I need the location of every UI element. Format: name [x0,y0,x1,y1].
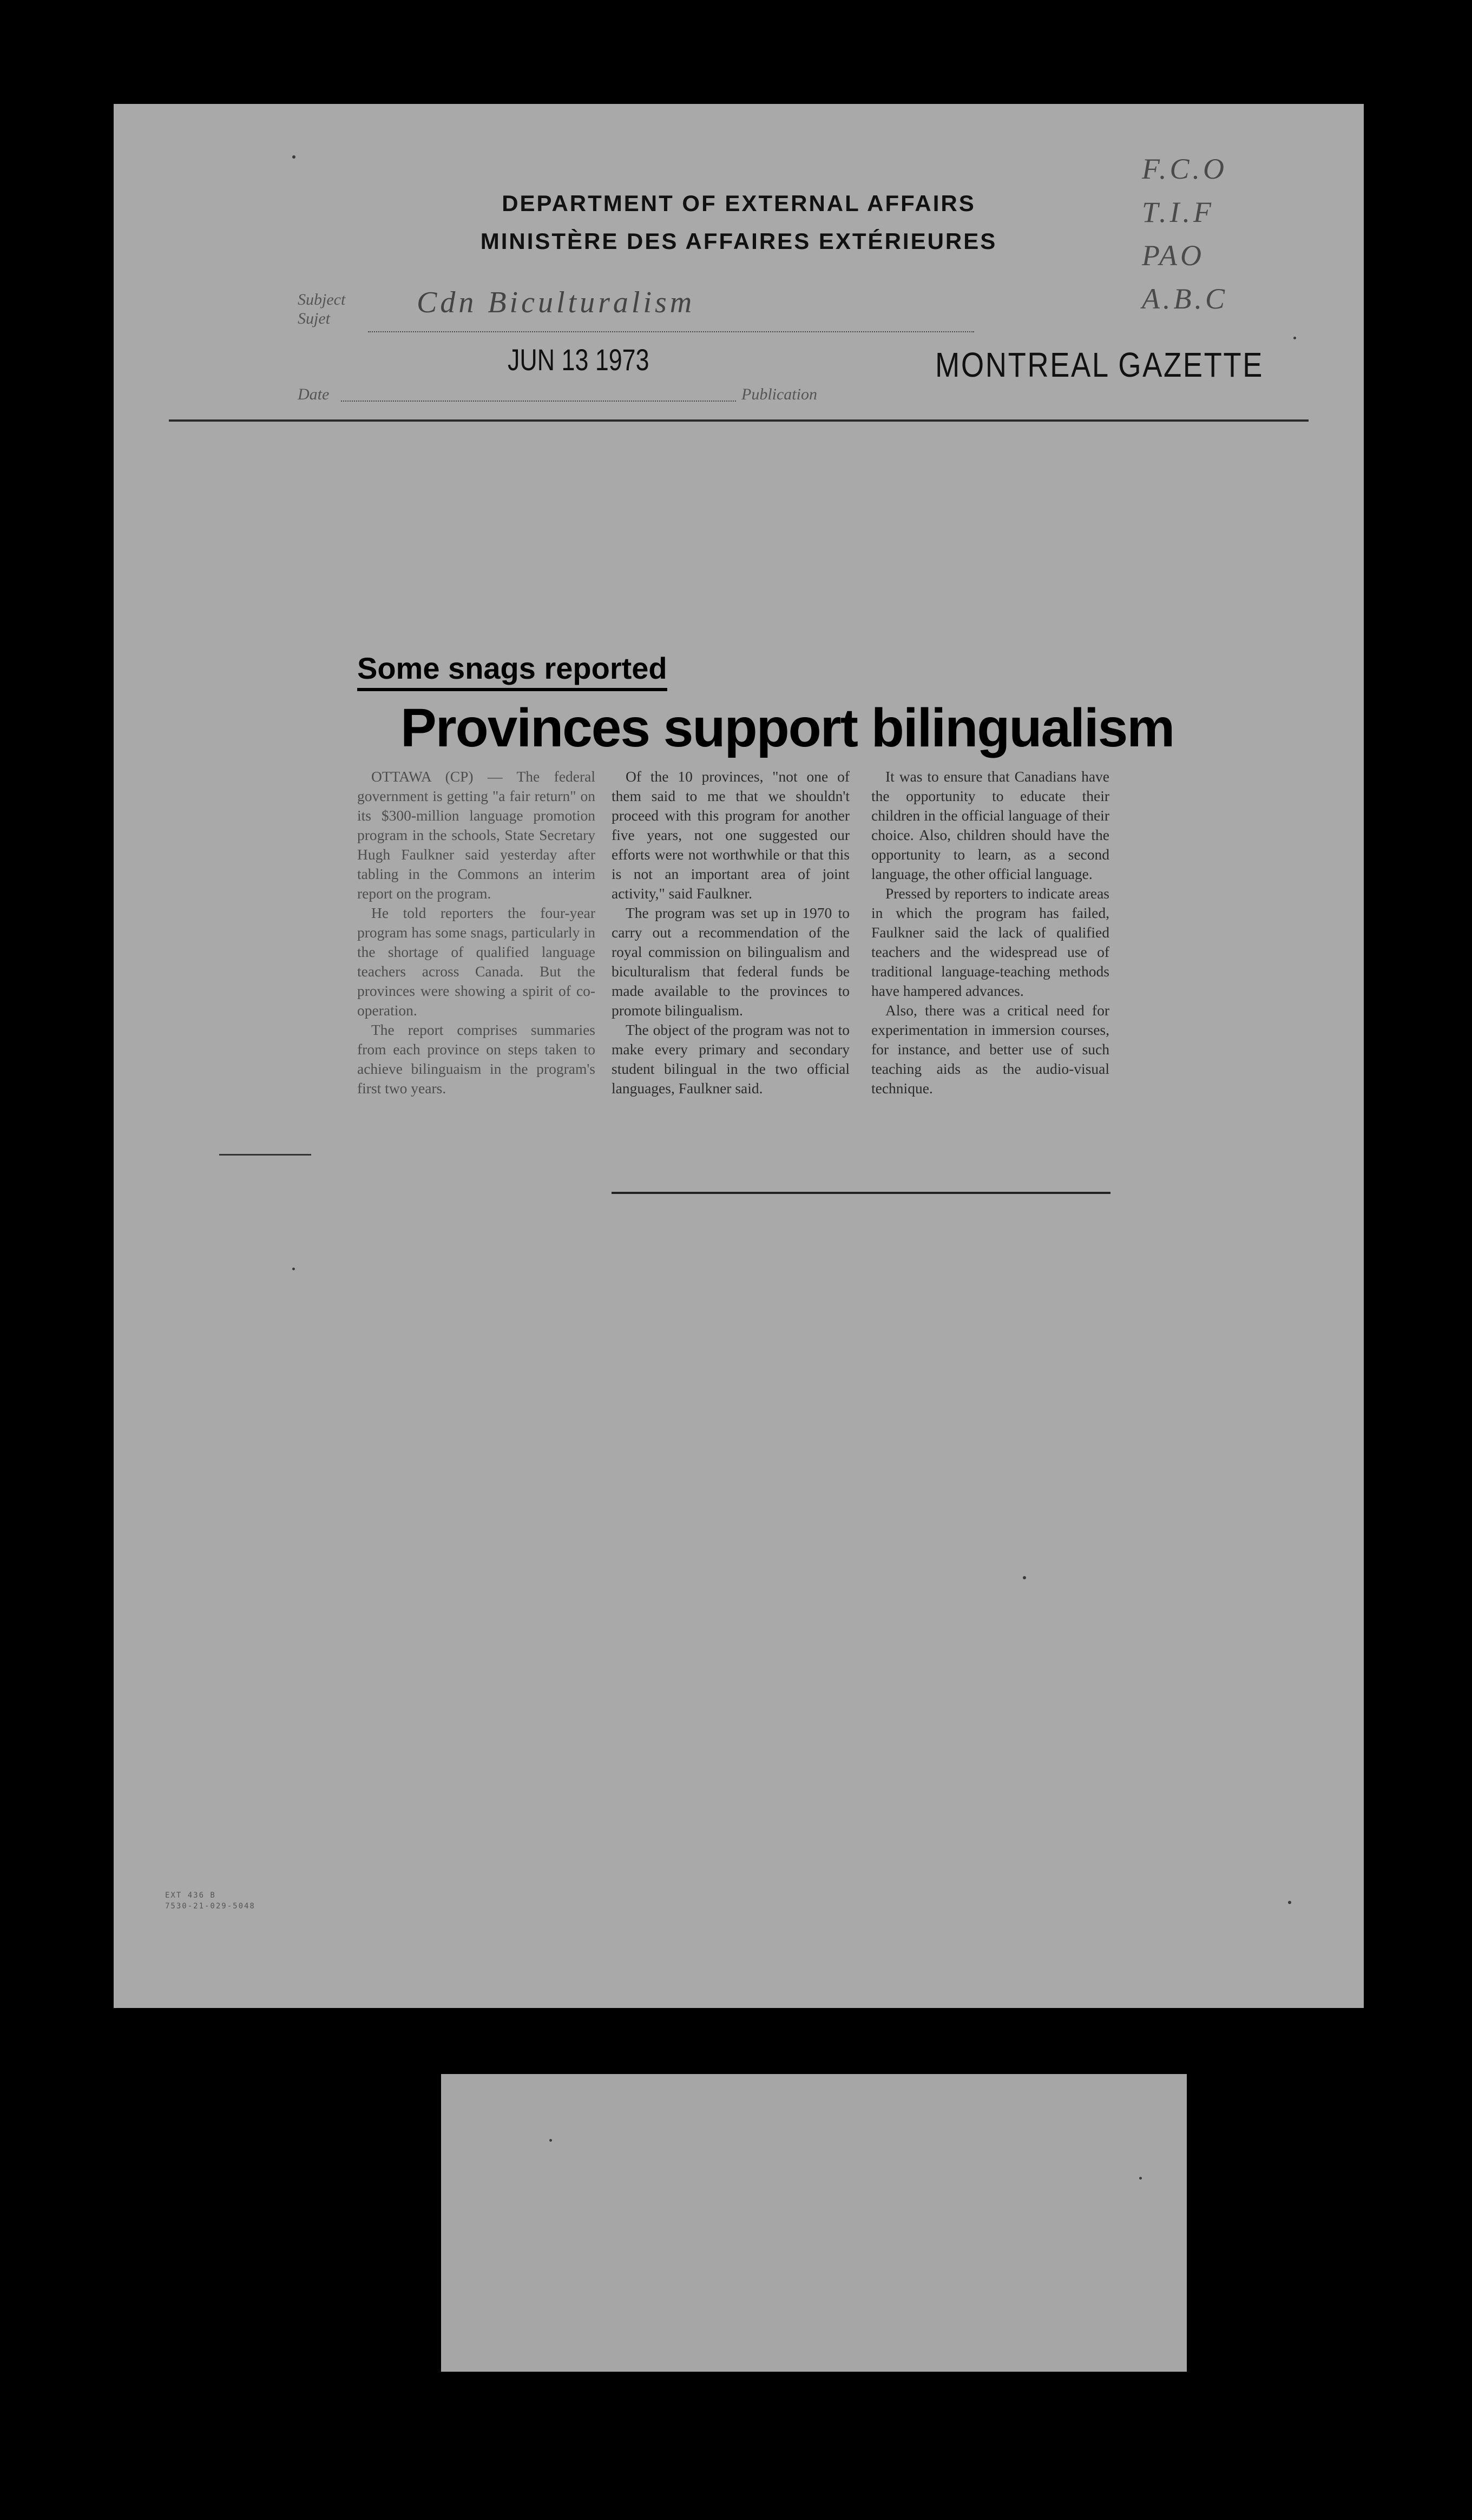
blank-slip [441,2074,1187,2372]
article-paragraph: The program was set up in 1970 to carry out a recommendation of the royal commission on bilingualism and biculturalism that federal funds be made available to the provinces to promote bilingualism. [612,904,850,1019]
subject-handwritten: Cdn Biculturalism [417,286,695,319]
date-stamp: JUN 13 1973 [508,343,649,377]
publication-label: Publication [741,385,817,403]
date-line [341,401,736,402]
scan-speck [1139,2177,1142,2180]
clipping-kicker: Some snags reported [357,651,667,691]
article-paragraph: Also, there was a critical need for experimentation in immersion courses, for instance, and better use of such teaching aids as the audio-visual technique. [871,1002,1109,1097]
date-label: Date [298,385,330,403]
scan-speck [1293,337,1296,339]
clipping-sheet [114,104,1364,2008]
initial-4: A.B.C [1142,283,1228,315]
article-paragraph: It was to ensure that Canadians have the opportunity to educate their children in the official language of their choice. Also, children should have the opportunity to learn, as a second language, the other official language. [871,768,1109,882]
header-rule [169,419,1309,422]
article-columns [357,767,1110,1195]
article-end-rule [612,1192,1110,1194]
initial-2: T.I.F [1142,196,1214,228]
scan-speck [1288,1901,1291,1904]
article-paragraph: Pressed by reporters to indicate areas in which the program has failed, Faulkner said the lack of qualified teachers and the widespread use of traditional language-teaching methods have hampered advances. [871,885,1109,999]
subject-label: Subject [298,291,346,309]
department-header-en: DEPARTMENT OF EXTERNAL AFFAIRS [502,191,976,216]
initial-3: PAO [1142,239,1205,272]
article-paragraph: The object of the program was not to make every primary and secondary student bilingual in the two official languages, Faulkner said. [612,1021,850,1097]
initial-1: F.C.O [1142,153,1228,185]
routing-initials [1142,147,1320,320]
clipping-headline: Provinces support bilingualism [400,698,1174,758]
margin-mark [219,1154,311,1156]
publication-value: MONTREAL GAZETTE [935,345,1264,384]
form-code [165,1890,255,1912]
scan-speck [292,155,295,159]
subject-line [368,331,974,332]
article-column-3 [871,767,1109,1098]
article-paragraph: He told reporters the four-year program has some snags, particularly in the shortage of qualified language teachers across Canada. But the provinces were showing a spirit of co-operation. [357,904,595,1019]
newspaper-clipping [357,651,1174,1192]
article-paragraph: The report comprises summaries from each province on steps taken to achieve bilinguaism in the program's first two years. [357,1021,595,1097]
article-column-2 [612,767,850,1098]
scan-speck [1023,1576,1026,1579]
form-code-line: EXT 436 B [165,1891,216,1900]
sujet-label: Sujet [298,310,330,327]
article-paragraph: OTTAWA (CP) — The federal government is getting "a fair return" on its $300-million language promotion program in the schools, State Secretary Hugh Faulkner said yesterday after tabling in the Commons an interim report on the program. [357,768,595,902]
form-code-line: 7530-21-029-5048 [165,1902,255,1911]
department-header-fr: MINISTÈRE DES AFFAIRES EXTÉRIEURES [480,228,997,254]
article-paragraph: Of the 10 provinces, "not one of them said to me that we shouldn't proceed with this program for another five years, not one suggested our efforts were not worthwhile or that this is not an important area of joint activity," said Faulkner. [612,768,850,902]
article-column-1 [357,767,595,1098]
scan-speck [292,1268,295,1270]
scan-speck [549,2139,552,2142]
